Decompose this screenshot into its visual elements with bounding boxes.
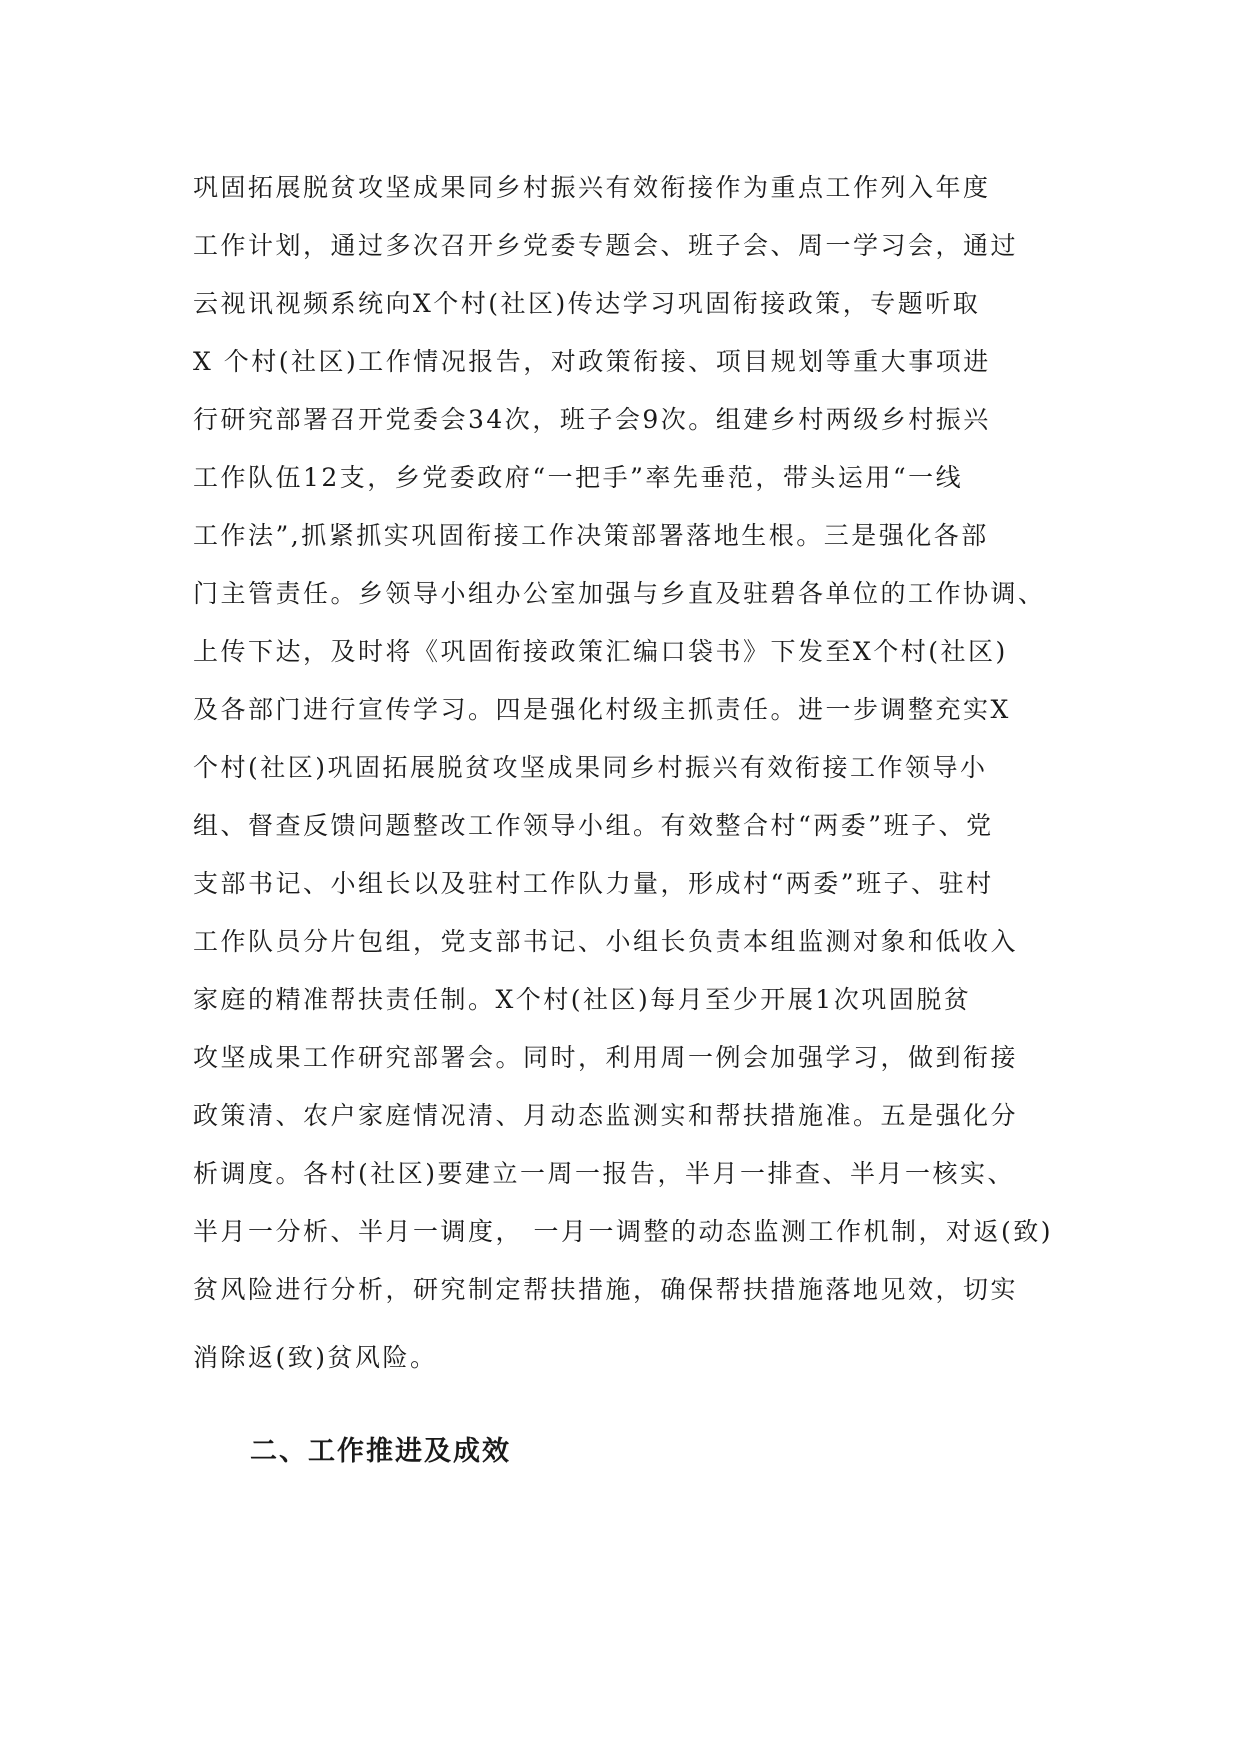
body-line: 上传下达，及时将《巩固衔接政策汇编口袋书》下发至X个村(社区) [193,637,1008,666]
body-line: 攻坚成果工作研究部署会。同时，利用周一例会加强学习，做到衔接 [193,1043,1019,1072]
body-line: 支部书记、小组长以及驻村工作队力量，形成村“两委”班子、驻村 [193,869,994,898]
body-line: 门主管责任。乡领导小组办公室加强与乡直及驻碧各单位的工作协调、 [193,579,1046,608]
body-line-last: 消除返(致)贫风险。 [193,1343,438,1372]
body-line: 工作队伍12支，乡党委政府“一把手”率先垂范，带头运用“一线 [193,463,964,492]
body-line: 巩固拓展脱贫攻坚成果同乡村振兴有效衔接作为重点工作列入年度 [193,173,991,202]
body-line: 云视讯视频系统向X个村(社区)传达学习巩固衔接政策，专题听取 [193,289,981,318]
section-heading: 二、工作推进及成效 [250,1436,511,1467]
body-line: 工作计划，通过多次召开乡党委专题会、班子会、周一学习会，通过 [193,231,1019,260]
body-line: 半月一分析、半月一调度， 一月一调整的动态监测工作机制，对返(致) [193,1217,1053,1246]
body-line: 组、督查反馈问题整改工作领导小组。有效整合村“两委”班子、党 [193,811,994,840]
body-text [193,159,1063,1387]
body-line: 析调度。各村(社区)要建立一周一报告，半月一排查、半月一核实、 [193,1159,1016,1188]
body-line: 工作队员分片包组，党支部书记、小组长负责本组监测对象和低收入 [193,927,1019,956]
body-line: 贫风险进行分析，研究制定帮扶措施，确保帮扶措施落地见效，切实 [193,1275,1019,1304]
body-line: 工作法”,抓紧抓实巩固衔接工作决策部署落地生根。三是强化各部 [193,521,989,550]
body-line: 及各部门进行宣传学习。四是强化村级主抓责任。进一步调整充实X [193,695,1011,724]
body-line: 家庭的精准帮扶责任制。X个村(社区)每月至少开展1次巩固脱贫 [193,985,972,1014]
body-line: 个村(社区)巩固拓展脱贫攻坚成果同乡村振兴有效衔接工作领导小 [193,753,988,782]
body-line: X 个村(社区)工作情况报告，对政策衔接、项目规划等重大事项进 [193,347,991,376]
body-line: 政策清、农户家庭情况清、月动态监测实和帮扶措施准。五是强化分 [193,1101,1019,1130]
body-line: 行研究部署召开党委会34次，班子会9次。组建乡村两级乡村振兴 [193,405,991,434]
